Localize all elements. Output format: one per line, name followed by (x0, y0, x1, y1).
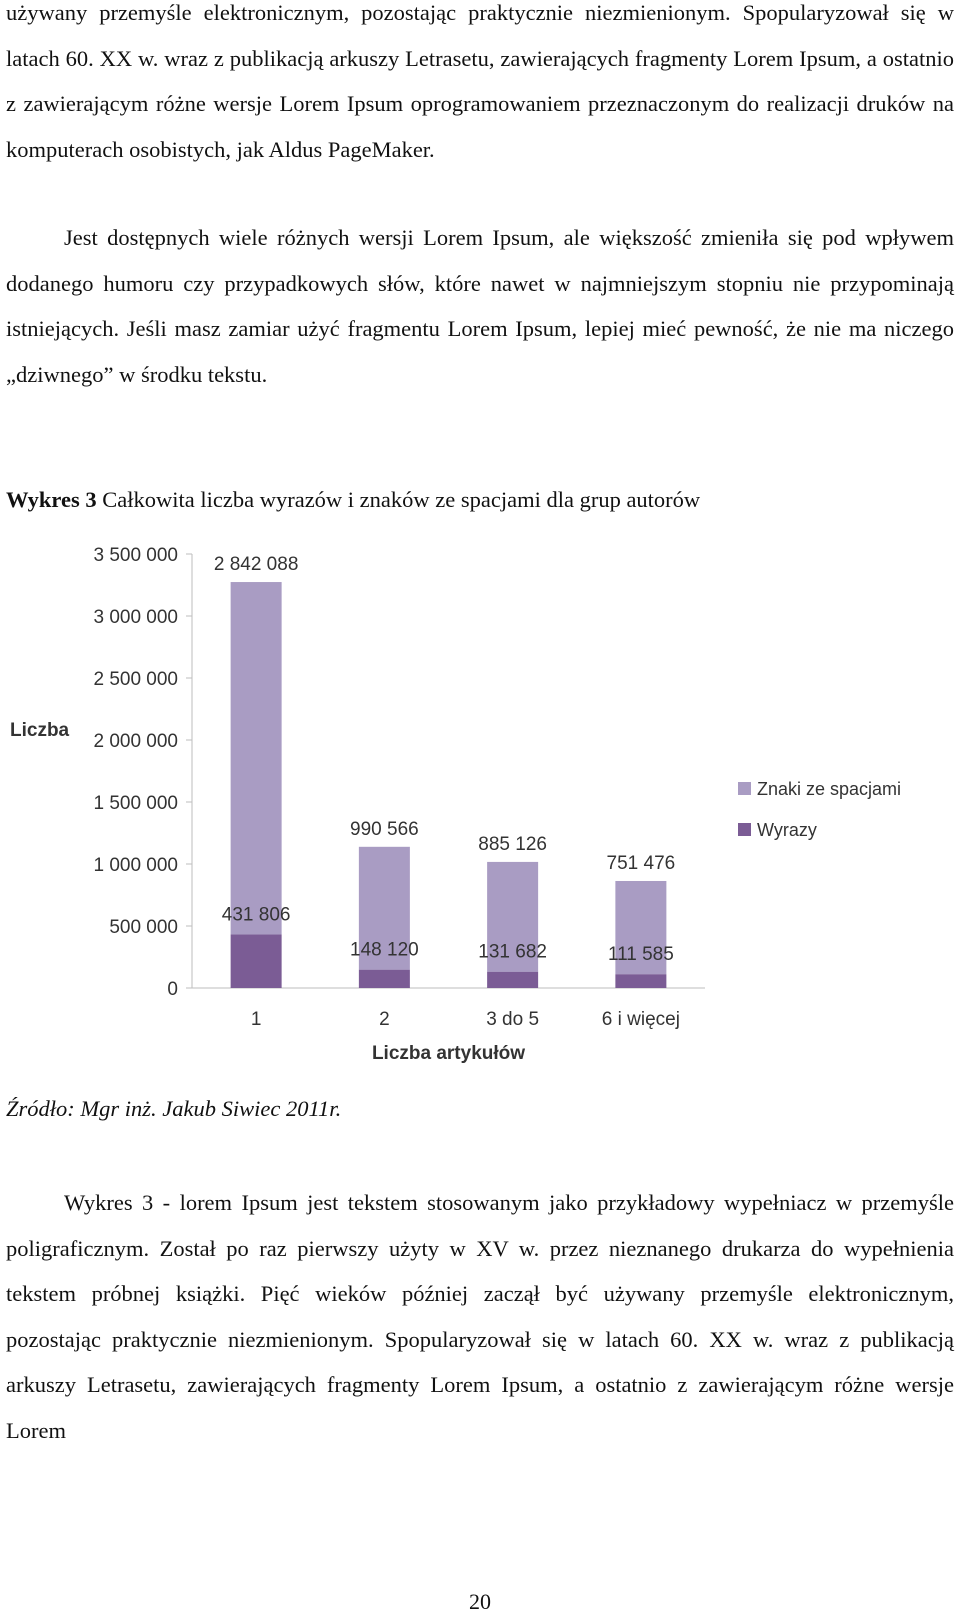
y-tick-label: 500 000 (109, 917, 178, 938)
y-tick-label: 0 (167, 979, 178, 1000)
data-label-wyrazy: 131 682 (478, 941, 547, 963)
y-tick-label: 3 500 000 (93, 545, 178, 566)
figure-caption-text: Całkowita liczba wyrazów i znaków ze spacjami dla grup autorów (96, 487, 701, 512)
body-paragraph-1: używany przemyśle elektronicznym, pozostając praktycznie niezmienionym. Spopularyzował się w latach 60. XX w. wraz z publikacją arkuszy Letrasetu, zawierających fragmenty Lorem Ipsum, a ostatnio z zawierającym różne wersje Lorem Ipsum oprogramowaniem przeznaczonym do realizacji druków na komputerach osobistych, jak Aldus PageMaker. (6, 0, 954, 162)
data-label-znaki: 751 476 (606, 852, 676, 874)
data-label-znaki: 885 126 (478, 833, 547, 855)
data-label-znaki: 2 842 088 (213, 554, 299, 576)
x-axis-title: Liczba artykułów (371, 1043, 526, 1064)
body-paragraph-3-text: Wykres 3 - lorem Ipsum jest tekstem stosowanym jako przykładowy wypełniacz w przemyśle poligraficznym. Został po raz pierwszy użyty w XV w. przez nieznanego drukarza do wypełnienia tekstem próbnej książki. Pięć wieków później zaczął być używany przemyśle elektronicznym, pozostając praktycznie niezmienionym. Spopularyzował się w latach 60. XX w. wraz z publikacją arkuszy Letrasetu, zawierających fragmenty Lorem Ipsum, a ostatnio z zawierającym różne wersje Lorem (6, 1190, 954, 1443)
legend-label: Wyrazy (757, 820, 817, 840)
y-tick-label: 2 000 000 (93, 731, 178, 752)
y-tick-label: 2 500 000 (93, 669, 178, 690)
bar-wyrazy (615, 974, 666, 988)
y-axis-title: Liczba (10, 720, 70, 741)
body-paragraph-2 (6, 215, 954, 397)
figure-caption (6, 487, 700, 513)
figure-source: Źródło: Mgr inż. Jakub Siwiec 2011r. (6, 1096, 342, 1121)
x-tick-label: 6 i więcej (601, 1009, 680, 1030)
legend-swatch (738, 782, 751, 795)
bar-wyrazy (487, 972, 538, 988)
x-tick-label: 3 do 5 (486, 1009, 540, 1030)
stacked-bar-chart (0, 530, 940, 1070)
body-paragraph-3 (6, 1180, 954, 1453)
legend-swatch (738, 823, 751, 836)
bar-wyrazy (231, 934, 282, 988)
y-tick-label: 1 000 000 (93, 855, 178, 876)
y-tick-label: 1 500 000 (93, 793, 178, 814)
x-tick-label: 1 (250, 1009, 262, 1030)
y-tick-label: 3 000 000 (93, 607, 178, 628)
bar-wyrazy (359, 970, 410, 988)
bar-znaki-ze-spacjami (231, 582, 282, 934)
data-label-wyrazy: 148 120 (350, 939, 419, 961)
figure-caption-label: Wykres 3 (6, 487, 97, 512)
page-number: 20 (469, 1589, 491, 1614)
legend-label: Znaki ze spacjami (757, 779, 902, 799)
data-label-wyrazy: 111 585 (607, 944, 674, 966)
body-paragraph-2-text: Jest dostępnych wiele różnych wersji Lorem Ipsum, ale większość zmieniła się pod wpływem dodanego humoru czy przypadkowych słów, które nawet w najmniejszym stopniu nie przypominają istniejących. Jeśli masz zamiar użyć fragmentu Lorem Ipsum, lepiej mieć pewność, że nie ma niczego „dziwnego” w środku tekstu. (6, 225, 954, 387)
data-label-znaki: 990 566 (350, 818, 419, 840)
x-tick-label: 2 (379, 1009, 390, 1030)
data-label-wyrazy: 431 806 (221, 904, 291, 926)
